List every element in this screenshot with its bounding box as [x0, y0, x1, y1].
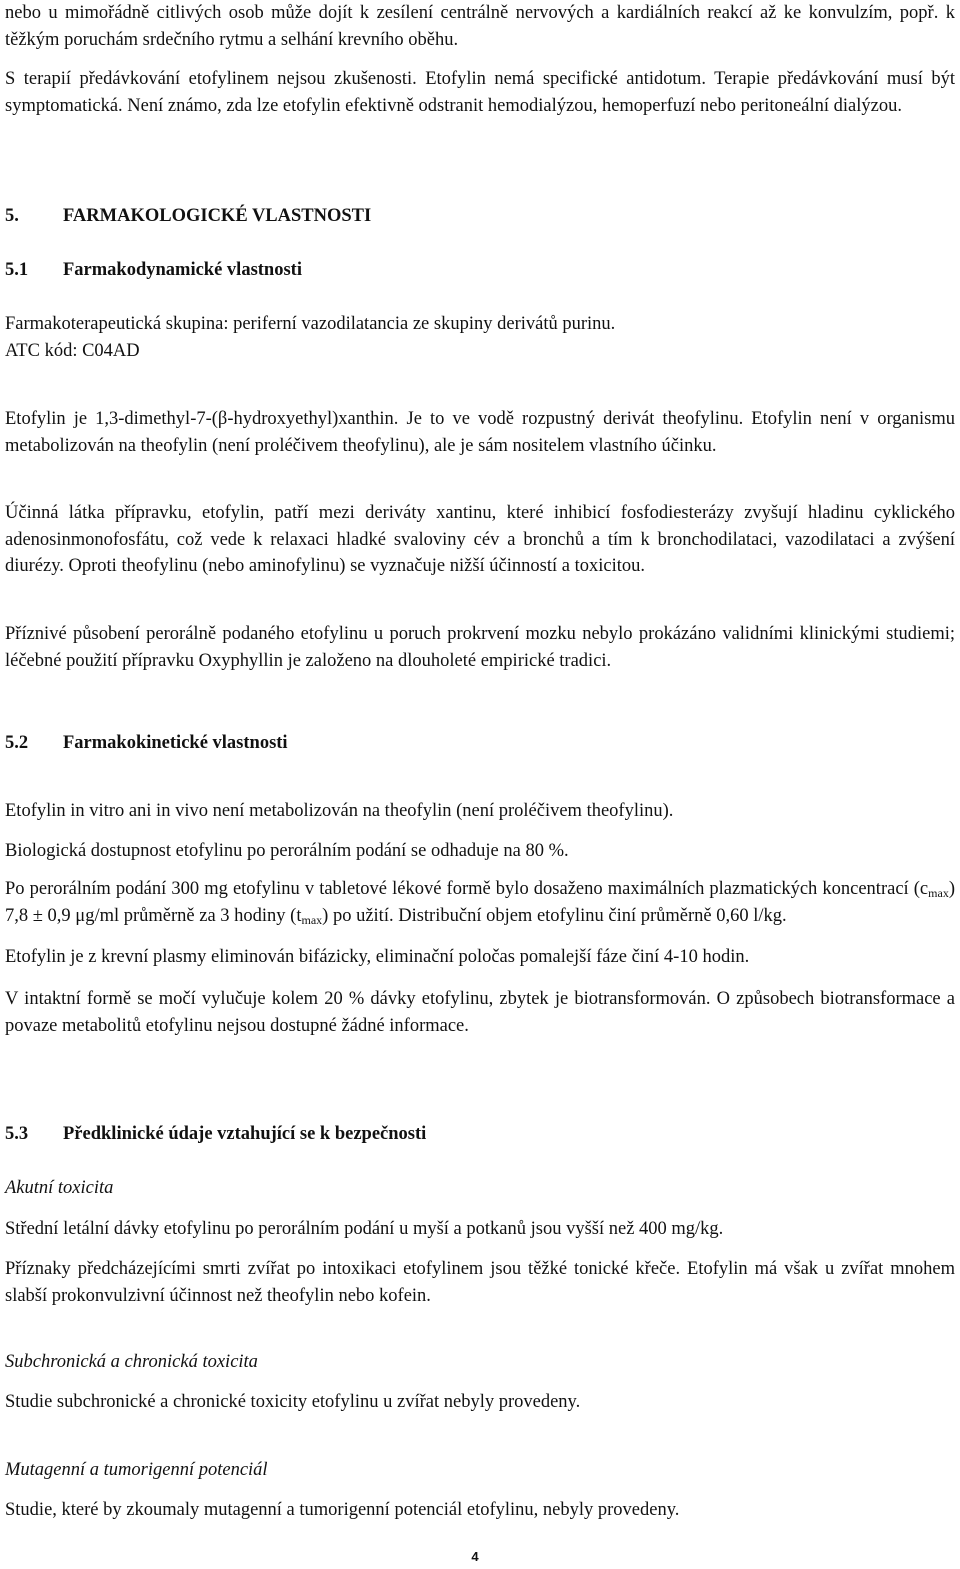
pk-text-b: ) 7,8 ± 0,9 μg/ml průměrně za 3 hodiny (t	[5, 879, 955, 926]
section-5-1-title: Farmakodynamické vlastnosti	[63, 260, 302, 280]
section-5-title: FARMAKOLOGICKÉ VLASTNOSTI	[63, 206, 372, 226]
tmax-subscript: max	[301, 912, 323, 927]
section-5-2-heading	[5, 730, 288, 757]
pharmacokinetics-paragraph-1: Etofylin in vitro ani in vivo není metabolizován na theofylin (není proléčivem theofylinu).	[5, 801, 674, 821]
section-5-number: 5.	[5, 206, 19, 226]
pharmacokinetics-paragraph-4: Etofylin je z krevní plasmy eliminován bifázicky, eliminační poločas pomalejší fáze činí 4-10 hodin.	[5, 947, 750, 967]
pk-text-c: ) po užití. Distribuční objem etofylinu činí průměrně 0,60 l/kg.	[322, 905, 787, 926]
pharmacodynamics-paragraph-2: Účinná látka přípravku, etofylin, patří mezi deriváty xantinu, které inhibicí fosfodiesterázy zvyšují hladinu cyklického adenosinmonofosfátu, což vede k relaxaci hladké svaloviny cév a bronchů a tím k bronchodilataci, vazodilataci a zvýšení diurézy. Oproti theofylinu (nebo aminofylinu) se vyznačuje nižší účinností a toxicitou.	[5, 503, 955, 576]
acute-toxicity-paragraph-2: Příznaky předcházejícími smrti zvířat po intoxikaci etofylinem jsou těžké tonické křeče. Etofylin má však u zvířat mnohem slabší prokonvulzivní účinnost než theofylin nebo kofein.	[5, 1259, 955, 1306]
section-5-3-heading	[5, 1121, 426, 1148]
pharmacokinetics-paragraph-2: Biologická dostupnost etofylinu po perorálním podání se odhaduje na 80 %.	[5, 841, 569, 861]
acute-toxicity-paragraph-1: Střední letální dávky etofylinu po perorálním podání u myší a potkanů jsou vyšší než 400 mg/kg.	[5, 1219, 724, 1239]
pharmacodynamics-paragraph-1: Etofylin je 1,3-dimethyl-7-(β-hydroxyethyl)xanthin. Je to ve vodě rozpustný derivát theofylinu. Etofylin není v organismu metabolizován na theofylin (není proléčivem theofylinu), ale je sám nositelem vlastního účinku.	[5, 409, 955, 456]
subchronic-toxicity-heading: Subchronická a chronická toxicita	[5, 1352, 258, 1372]
section-5-2-title: Farmakokinetické vlastnosti	[63, 733, 288, 753]
pharmacokinetics-paragraph-3	[5, 876, 955, 929]
section-5-1-heading	[5, 257, 302, 284]
overdose-paragraph-2: S terapií předávkování etofylinem nejsou zkušenosti. Etofylin nemá specifické antidotum. Terapie předávkování musí být symptomatická. Není známo, zda lze etofylin efektivně odstranit hemodialýzou, hemoperfuzí nebo peritoneální dialýzou.	[5, 69, 955, 116]
section-5-1-number: 5.1	[5, 260, 29, 280]
pharmacotherapeutic-group: Farmakoterapeutická skupina: periferní vazodilatancia ze skupiny derivátů purinu.	[5, 314, 616, 334]
section-5-3-title: Předklinické údaje vztahující se k bezpečnosti	[63, 1124, 427, 1144]
subchronic-toxicity-paragraph: Studie subchronické a chronické toxicity etofylinu u zvířat nebyly provedeny.	[5, 1392, 581, 1412]
cmax-subscript: max	[928, 886, 949, 900]
acute-toxicity-heading: Akutní toxicita	[5, 1178, 114, 1198]
atc-code: ATC kód: C04AD	[5, 341, 140, 361]
section-5-3-number: 5.3	[5, 1124, 29, 1144]
pharmacodynamics-paragraph-3: Příznivé působení perorálně podaného etofylinu u poruch prokrvení mozku nebylo prokázáno validními klinickými studiemi; léčebné použití přípravku Oxyphyllin je založeno na dlouholeté empirické tradici.	[5, 624, 955, 671]
section-5-heading	[5, 203, 371, 230]
section-5-2-number: 5.2	[5, 733, 29, 753]
mutagenic-paragraph: Studie, které by zkoumaly mutagenní a tumorigenní potenciál etofylinu, nebyly provedeny.	[5, 1500, 680, 1520]
pk-text-a: Po perorálním podání 300 mg etofylinu v tabletové lékové formě bylo dosaženo maximálních plazmatických koncentrací (c	[5, 879, 929, 899]
overdose-paragraph-1: nebo u mimořádně citlivých osob může dojít k zesílení centrálně nervových a kardiálních reakcí až ke konvulzím, popř. k těžkým poruchám srdečního rytmu a selhání krevního oběhu.	[5, 3, 955, 50]
mutagenic-heading: Mutagenní a tumorigenní potenciál	[5, 1460, 268, 1480]
page-number: 4	[471, 1549, 479, 1564]
pharmacokinetics-paragraph-5: V intaktní formě se močí vylučuje kolem 20 % dávky etofylinu, zbytek je biotransformován. O způsobech biotransformace a povaze metabolitů etofylinu nejsou dostupné žádné informace.	[5, 989, 955, 1036]
